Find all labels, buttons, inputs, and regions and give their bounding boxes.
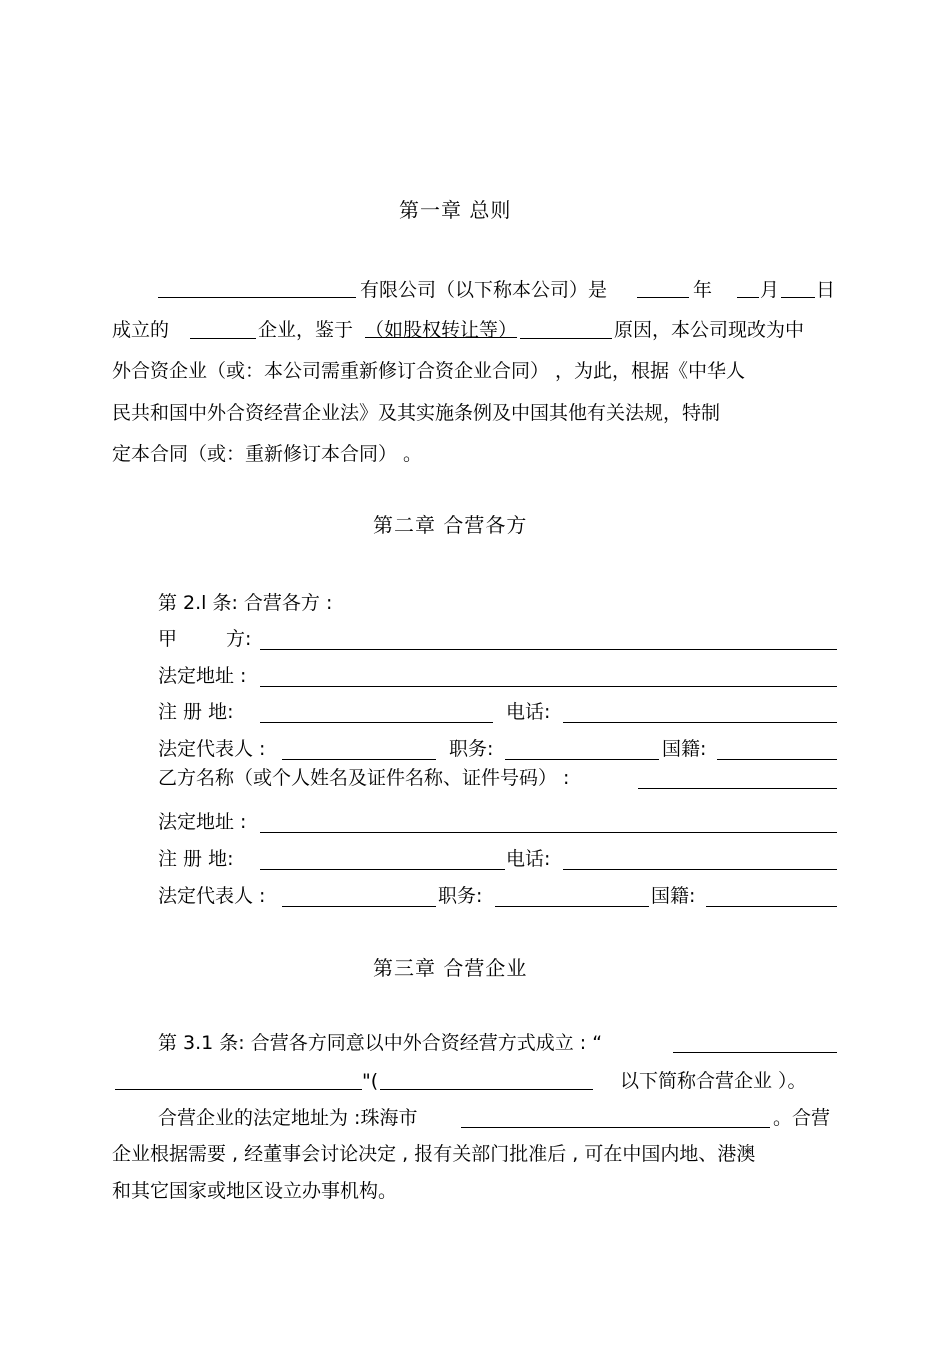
paragraph-line-4: 民共和国中外合资经营企业法》及其实施条例及中国其他有关法规，特制: [112, 402, 721, 424]
party-a-name-blank: [260, 649, 837, 650]
party-a-phone-blank: [563, 722, 837, 723]
reason-tail-text: 原因，本公司现改为中: [614, 319, 805, 341]
reason-example-text: （如股权转让等）: [365, 319, 518, 341]
party-a-rep-label: 法定代表人 :: [158, 738, 266, 760]
quote-paren-text: "(: [362, 1070, 379, 1092]
party-b-rep-blank: [282, 906, 436, 907]
jv-name-blank-1: [673, 1052, 837, 1053]
reason-blank: [520, 338, 612, 339]
jv-short-name-blank: [380, 1089, 593, 1090]
party-b-phone-blank: [563, 869, 837, 870]
party-b-name-label: 乙方名称（或个人姓名及证件名称、证件号码） :: [158, 767, 570, 789]
year-blank: [637, 297, 689, 298]
party-b-rep-label: 法定代表人 :: [158, 885, 266, 907]
paragraph-line-5: 定本合同（或：重新修订本合同） 。: [112, 443, 423, 465]
chapter3-heading: 第三章 合营企业: [373, 956, 528, 980]
day-text: 日: [816, 279, 836, 301]
party-a-nationality-blank: [717, 759, 837, 760]
party-a-position-label: 职务:: [449, 738, 494, 760]
party-a-label-jia: 甲: [158, 628, 178, 650]
enterprise-given-text: 企业，鉴于: [258, 319, 354, 341]
party-b-reg-label: 注 册 地:: [158, 848, 234, 870]
party-b-phone-label: 电话:: [506, 848, 551, 870]
month-blank: [737, 297, 759, 298]
jv-short-name-tail: 以下简称合营企业 ）。: [620, 1070, 807, 1092]
jv-address-tail: 。合营: [773, 1107, 831, 1129]
article-3-1-line1: 第 3.1 条: 合营各方同意以中外合资经营方式成立 : “: [158, 1032, 603, 1054]
party-b-address-blank: [260, 832, 837, 833]
party-a-rep-blank: [282, 759, 436, 760]
day-blank: [781, 297, 815, 298]
jv-address-label: 合营企业的法定地址为 :珠海市: [158, 1107, 418, 1129]
party-a-label-fang: 方:: [226, 628, 252, 650]
party-a-address-label: 法定地址 :: [158, 665, 247, 687]
party-a-position-blank: [505, 759, 659, 760]
month-text: 月: [760, 279, 780, 301]
party-a-address-blank: [260, 686, 837, 687]
party-b-address-label: 法定地址 :: [158, 811, 247, 833]
party-b-name-blank: [638, 788, 837, 789]
chapter2-heading: 第二章 合营各方: [373, 513, 528, 537]
jv-paragraph-line-3: 和其它国家或地区设立办事机构。: [112, 1180, 398, 1202]
jv-address-blank: [461, 1127, 770, 1128]
party-a-nationality-label: 国籍:: [662, 738, 707, 760]
established-text: 成立的: [112, 319, 170, 341]
party-b-position-label: 职务:: [438, 885, 483, 907]
party-b-nationality-blank: [706, 906, 837, 907]
jv-name-blank-2: [115, 1089, 362, 1090]
party-a-phone-label: 电话:: [506, 701, 551, 723]
article-2-1: 第 2.l 条: 合营各方 :: [158, 592, 333, 614]
year-text: 年: [693, 279, 713, 301]
company-suffix-text: 有限公司（以下称本公司）是: [360, 279, 608, 301]
company-name-blank: [158, 297, 356, 298]
party-a-reg-label: 注 册 地:: [158, 701, 234, 723]
chapter1-heading: 第一章 总则: [399, 198, 512, 222]
party-b-reg-blank: [260, 869, 505, 870]
party-b-position-blank: [495, 906, 649, 907]
enterprise-type-blank: [190, 338, 256, 339]
party-a-reg-blank: [260, 722, 493, 723]
jv-paragraph-line-2: 企业根据需要 , 经董事会讨论决定 , 报有关部门批准后 , 可在中国内地、港澳: [112, 1143, 756, 1165]
paragraph-line-3: 外合资企业（或：本公司需重新修订合资企业合同） ，为此，根据《中华人: [112, 360, 746, 382]
party-b-nationality-label: 国籍:: [651, 885, 696, 907]
